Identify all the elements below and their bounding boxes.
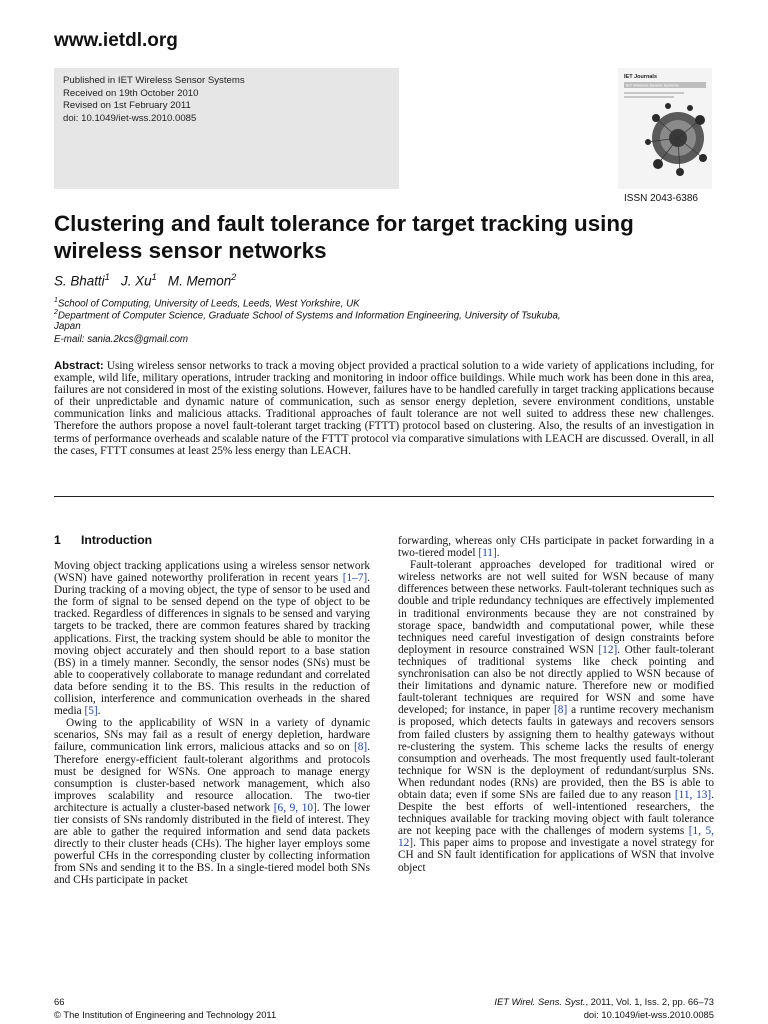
- text-run: . Other fault-tolerant techniques of traditional systems like check pointing and synchronisation can also be not directly applied to WSN because of their limitations and dynamic nature. Therefore new or modified fault-tolerant techniques are required for WSN and some have developed; for instance, in paper: [398, 643, 714, 717]
- section-heading: [54, 533, 152, 547]
- left-column: [54, 560, 370, 887]
- author-affiliation-mark: 1: [151, 272, 157, 282]
- citation-link[interactable]: [11]: [478, 547, 497, 560]
- citation-link[interactable]: [1, 5, 12]: [398, 825, 714, 850]
- text-run: .: [97, 705, 101, 718]
- citation-link[interactable]: [8]: [554, 704, 568, 717]
- text-run: a runtime recovery mechanism is proposed, which detects faults in gateways and recovers sensors from failed clusters by assigning them to healthy gateways without re-clustering the system. This scheme lacks the results of energy consumption and overheads. The most frequently used fault-tolerant technique for WSN is the deployment of redundant/surplus SNs. When redundant nodes (RNs) are provided, then the BS is able to obtain data; even if some SNs are failed due to any reason: [398, 704, 714, 801]
- text-run: . The lower tier consists of SNs randomly distributed in the field of interest. They are able to gather the required information and send data packets directly to their cluster heads (CHs). The higher layer employs some powerful CHs in the corresponding cluster by collecting information from SNs and sending it to the BS. In a single-tiered model both SNs and CHs participate in packet: [54, 801, 370, 887]
- text-run: . Therefore energy-efficient fault-tolerant algorithms and protocols must be designed for WSNs. One approach to manage energy consumption is cluster-based network management, which also improves scalability and resource allocation. The two-tier architecture is actually a cluster-based network: [54, 741, 370, 814]
- affiliation-number: 1: [54, 297, 58, 304]
- footer-doi[interactable]: doi: 10.1049/iet-wss.2010.0085: [583, 1009, 714, 1020]
- site-url[interactable]: www.ietdl.org: [54, 30, 178, 51]
- section-number: 1: [54, 533, 61, 547]
- publication-doi[interactable]: doi: 10.1049/iet-wss.2010.0085: [63, 112, 197, 124]
- affiliation: [54, 321, 81, 333]
- citation-link[interactable]: [1–7]: [342, 572, 368, 585]
- citation-link[interactable]: [8]: [353, 741, 368, 754]
- affiliation-number: 2: [54, 309, 58, 316]
- citation-link[interactable]: [11, 13]: [674, 788, 712, 801]
- paragraph: [398, 535, 714, 559]
- paper-title: Clustering and fault tolerance for target tracking using wireless sensor networks: [54, 211, 634, 263]
- text-run: . This paper aims to propose and investigate a novel strategy for CH and SN fault identification for applications of WSN that involve object: [398, 837, 714, 874]
- text-run: Owing to the applicability of WSN in a variety of dynamic scenarios, SNs may fail as a result of energy depletion, hardware failure, communication link errors, malicious attacks and so on: [54, 717, 370, 754]
- journal-abbrev: IET Wirel. Sens. Syst.: [494, 996, 586, 1007]
- text-run: . During tracking of a moving object, the type of sensor to be used and the form of signal to be sensed depend on the type of object to be tracked. Regardless of differences in signals to be sensed and varying targets to be tracked, there are common features shared by tracking applications. First, the tracking system should be able to monitor the moving object accurately and then should report to a base station (BS) in a timely manner. Secondly, the sensor nodes (SNs) must be able to cooperatively collaborate to manage redundant and correlated data before sending it to the BS. This results in the reduction of collision, interference and communication overheads in the shared media: [54, 572, 370, 718]
- author-name: S. Bhatti: [54, 273, 105, 289]
- author-name: J. Xu: [121, 273, 152, 289]
- citation-link[interactable]: [12]: [598, 643, 618, 656]
- received-date: Received on 19th October 2010: [63, 87, 199, 99]
- abstract-text: Using wireless sensor networks to track a moving object provided a practical solution to a wide variety of applications including, for example, wild life, military operations, intruder tracking and monitoring in indoor office buildings. While much work has been done in this area, failures are not considered in most of the existing solutions. However, failures have to be handled carefully in target tracking applications because of their unpredictable and dynamic nature of communication, such as sensor energy depletion, severe environment conditions, unstable communication links and malicious attacks. Traditional approaches of fault tolerance are not well suited to address these new challenges. Therefore the authors propose a novel fault-tolerant target tracking (FTTT) protocol based on clustering. Also, the results of an investigation in terms of performance overheads and scalable nature of the FTTT protocol via comparative simulations with LEACH are discussed. Overall, in all the cases, FTTT consumes at least 25% less energy than LEACH.: [54, 360, 714, 457]
- citation-link[interactable]: [5]: [84, 705, 98, 718]
- affiliation-text: School of Computing, University of Leeds, Leeds, West Yorkshire, UK: [57, 298, 360, 310]
- email[interactable]: E-mail: sania.2kcs@gmail.com: [54, 334, 189, 345]
- abstract-label: Abstract:: [54, 360, 104, 372]
- author-affiliation-mark: 2: [231, 272, 237, 282]
- affiliation: [54, 307, 561, 322]
- text-run: forwarding, whereas only CHs participate in packet forwarding in a two-tiered model: [398, 535, 714, 560]
- publication-info-box: [54, 68, 399, 189]
- text-run: . Despite the best efforts of well-intentioned researchers, the techniques available for tracking moving object with fault tolerance are not keeping pace with the challenges of modern systems: [398, 788, 714, 838]
- author-list: [54, 272, 236, 288]
- issn: ISSN 2043-6386: [624, 193, 698, 204]
- author-affiliation-mark: 1: [104, 272, 110, 282]
- section-title: Introduction: [81, 533, 153, 547]
- author-name: M. Memon: [167, 273, 232, 289]
- page-number: 66: [54, 996, 65, 1007]
- citation-link[interactable]: [6, 9, 10]: [273, 801, 317, 814]
- affiliation-text: Department of Computer Science, Graduate School of Systems and Information Engineering, University of Tsukuba,: [57, 310, 561, 322]
- journal-cover-image: [618, 68, 712, 189]
- journal-citation: [494, 996, 714, 1007]
- text-run: Moving object tracking applications using a wireless sensor network (WSN) have gained noteworthy proliferation in recent years: [54, 560, 370, 585]
- volume-info: , 2011, Vol. 1, Iss. 2, pp. 66–73: [585, 996, 714, 1007]
- cover-journal-name: IET Wireless Sensor Systems: [626, 82, 679, 88]
- paragraph: [54, 717, 370, 886]
- paragraph: [54, 560, 370, 717]
- text-run: Fault-tolerant approaches developed for traditional wired or wireless networks are not well suited for WSN because of many differences between these networks. Fault-tolerant techniques such as double and triple redundancy techniques are effectively implemented in traditional environments because they are not constrained by storage space, bandwidth and computational power, while these techniques need careful investigation of design constraints before deployment in resource constrained WSN: [398, 559, 714, 656]
- cover-brand: IET Journals: [624, 74, 658, 80]
- paragraph: [398, 559, 714, 873]
- right-column: [398, 535, 714, 874]
- journal-cover-art: [618, 68, 712, 189]
- published-in: Published in IET Wireless Sensor Systems: [63, 75, 245, 86]
- abstract: [54, 360, 714, 457]
- revised-date: Revised on 1st February 2011: [63, 100, 191, 111]
- text-run: .: [496, 547, 500, 560]
- section-divider: [54, 496, 714, 497]
- copyright-notice: © The Institution of Engineering and Technology 2011: [54, 1009, 277, 1020]
- affiliation-text: Japan: [54, 321, 81, 332]
